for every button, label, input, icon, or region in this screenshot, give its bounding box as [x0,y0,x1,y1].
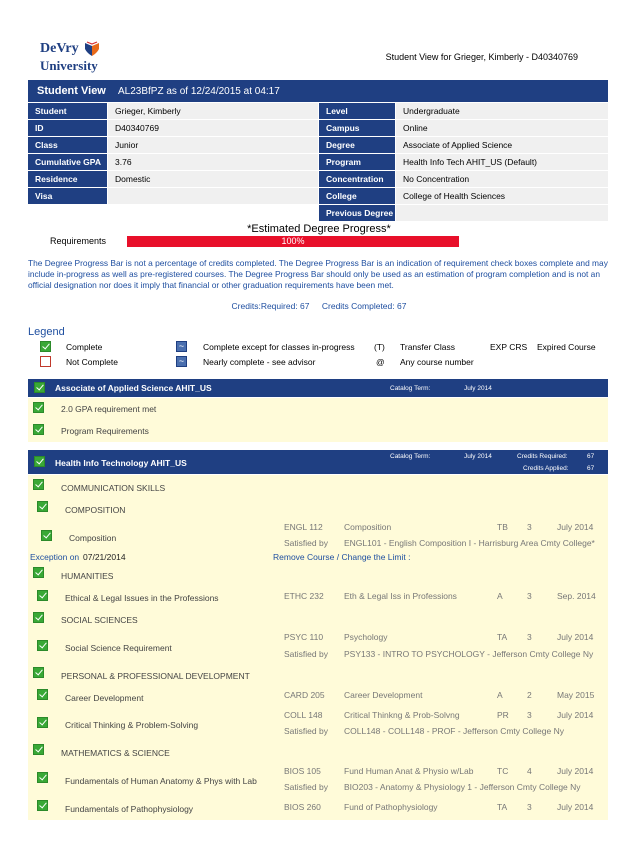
req-communication: COMMUNICATION SKILLS [61,483,166,493]
course-code: ENGL 112 [284,522,323,532]
info-label: Previous Degree [319,205,395,221]
satisfied-text: PSY133 - INTRO TO PSYCHOLOGY - Jefferson Cmty College Ny [344,649,594,659]
credits-required: Credits:Required: 67 [231,301,310,311]
info-row [28,103,608,119]
exception-label: Exception on [30,552,80,562]
legend-title: Legend [28,326,65,338]
course-term: July 2014 [557,766,594,776]
course-grade: TA [497,632,508,642]
credits-completed: Credits Completed: 67 [321,301,407,311]
info-label: Level [319,103,395,119]
course-grade: TA [497,802,508,812]
student-view-title: Student View for Grieger, Kimberly - D40340769 [385,52,578,62]
complete-check-icon [33,567,44,578]
progress-percent: 100% [281,236,305,246]
req-social: SOCIAL SCIENCES [61,615,138,625]
info-value [108,188,318,204]
catalog-term-value: July 2014 [464,385,492,392]
satisfied-label: Satisfied by [284,538,328,548]
exception-date: 07/21/2014 [83,552,126,562]
header-subtitle: AL23BfPZ as of 12/24/2015 at 04:17 [118,86,280,97]
complete-check-icon [33,612,44,623]
req-critical: Critical Thinking & Problem-Solving [65,720,199,730]
req-ethics: Ethical & Legal Issues in the Professions [65,593,219,603]
legend-expired-code: EXP CRS [490,342,528,352]
req-math: MATHEMATICS & SCIENCE [61,748,170,758]
course-code: COLL 148 [284,710,323,720]
nearly-complete-tilde-icon: ~ [176,356,187,367]
course-code: CARD 205 [284,690,325,700]
complete-check-icon [37,590,48,601]
course-code: ETHC 232 [284,591,324,601]
requirement-gpa: 2.0 GPA requirement met [61,404,157,414]
section-degree-header[interactable] [28,379,608,397]
legend-transfer-label: Transfer Class [400,342,455,352]
req-humanities: HUMANITIES [61,571,114,581]
legend-not-complete: Not Complete [66,357,118,367]
info-label: ID [28,120,107,136]
disclaimer-text: The Degree Progress Bar is not a percentage of credits completed. The Degree Progress Bar is an indication of requirement check boxes complete and may include in-progress as well as pre-registered courses. The Degree Progress Bar should only be used as an estimation of program completion and is not an official designation nor does it imply that financial or other graduation requirements have been met. [28,258,608,291]
legend-expired-label: Expired Course [537,342,596,352]
section-program-header[interactable] [28,450,608,474]
info-value: College of Health Sciences [396,188,608,204]
info-label: Residence [28,171,107,187]
course-grade: TC [497,766,509,776]
course-term: July 2014 [557,632,594,642]
req-social-science: Social Science Requirement [65,643,172,653]
course-grade: TB [497,522,508,532]
info-label: Class [28,137,107,153]
not-complete-box-icon [40,356,51,367]
complete-check-icon [33,667,44,678]
complete-check-icon [41,530,52,541]
requirement-program: Program Requirements [61,426,149,436]
info-value: No Concentration [396,171,608,187]
section-title: Health Info Technology AHIT_US [55,458,187,468]
credits-required-label: Credits Required: [517,453,568,460]
info-row [28,137,608,153]
course-credits: 3 [527,802,532,812]
course-term: July 2014 [557,802,594,812]
info-row [28,120,608,136]
info-row [28,188,608,204]
info-value: Associate of Applied Science [396,137,608,153]
course-name: Fund of Pathophysiology [344,802,438,812]
info-label: Degree [319,137,395,153]
exception-action-link[interactable]: Remove Course / Change the Limit : [273,552,411,562]
legend-complete: Complete [66,342,103,352]
header-bar [28,80,608,102]
catalog-term-label: Catalog Term: [390,453,431,460]
course-term: July 2014 [557,710,594,720]
satisfied-label: Satisfied by [284,649,328,659]
course-term: May 2015 [557,690,595,700]
info-row [28,205,608,221]
req-anatomy: Fundamentals of Human Anatomy & Phys with Lab [65,776,257,786]
complete-check-icon [37,717,48,728]
req-career: Career Development [65,693,144,703]
catalog-term-label: Catalog Term: [390,385,431,392]
legend-transfer-code: (T) [374,342,385,352]
course-name: Critical Thinkng & Prob-Solvng [344,710,460,720]
course-term: July 2014 [557,522,594,532]
devry-logo [40,41,110,75]
info-value: D40340769 [108,120,318,136]
course-credits: 3 [527,632,532,642]
course-credits: 3 [527,710,532,720]
logo-line2: University [40,58,98,73]
course-code: BIOS 105 [284,766,321,776]
complete-check-icon [37,501,48,512]
course-name: Eth & Legal Iss in Professions [344,591,457,601]
complete-check-icon [33,402,44,413]
in-progress-tilde-icon: ~ [176,341,187,352]
info-label: Student [28,103,107,119]
course-credits: 2 [527,690,532,700]
logo-shield-icon [84,41,100,57]
info-label: Campus [319,120,395,136]
req-composition: Composition [69,533,117,543]
req-personal: PERSONAL & PROFESSIONAL DEVELOPMENT [61,671,250,681]
info-label: Cumulative GPA [28,154,107,170]
req-patho: Fundamentals of Pathophysiology [65,804,194,814]
course-code: PSYC 110 [284,632,324,642]
course-name: Psychology [344,632,388,642]
course-term: Sep. 2014 [557,591,596,601]
info-value: 3.76 [108,154,318,170]
info-value: Junior [108,137,318,153]
header-title: Student View [37,85,106,97]
legend-nearly-complete: Nearly complete - see advisor [203,357,316,367]
info-value: Undergraduate [396,103,608,119]
course-name: Fund Human Anat & Physio w/Lab [344,766,474,776]
satisfied-label: Satisfied by [284,782,328,792]
info-row [28,171,608,187]
info-value: Online [396,120,608,136]
complete-check-icon [33,744,44,755]
course-credits: 3 [527,591,532,601]
credits-applied-label: Credits Applied: [523,465,569,472]
info-value: Health Info Tech AHIT_US (Default) [396,154,608,170]
info-label: College [319,188,395,204]
legend-any-code: @ [376,357,385,367]
complete-check-icon [33,424,44,435]
course-grade: PR [497,710,509,720]
req-composition-group: COMPOSITION [65,505,126,515]
complete-check-icon [37,800,48,811]
credits-applied-value: 67 [587,465,595,472]
logo-line1: DeVry [40,41,79,56]
progress-label: Requirements [50,236,107,246]
credits-required-value: 67 [587,453,595,460]
complete-check-icon [37,640,48,651]
info-value: Domestic [108,171,318,187]
course-code: BIOS 260 [284,802,321,812]
complete-check-icon [40,341,51,352]
info-label: Program [319,154,395,170]
credits-summary [0,301,638,311]
course-name: Career Development [344,690,423,700]
section-title: Associate of Applied Science AHIT_US [55,383,212,393]
complete-check-icon [33,479,44,490]
satisfied-text: BIO203 - Anatomy & Physiology 1 - Jefferson Cmty College Ny [344,782,581,792]
course-grade: A [497,690,503,700]
satisfied-text: COLL148 - COLL148 - PROF - Jefferson Cmty College Ny [344,726,564,736]
info-row [28,154,608,170]
info-label: Concentration [319,171,395,187]
legend-complete-except: Complete except for classes in-progress [203,342,355,352]
course-grade: A [497,591,503,601]
catalog-term-value: July 2014 [464,453,492,460]
course-name: Composition [344,522,392,532]
complete-check-icon [37,772,48,783]
info-value [396,205,608,221]
info-label: Visa [28,188,107,204]
complete-check-icon [37,689,48,700]
degree-progress-bar [127,236,459,247]
course-credits: 3 [527,522,532,532]
legend-any-label: Any course number [400,357,474,367]
complete-check-icon [34,382,45,393]
satisfied-label: Satisfied by [284,726,328,736]
complete-check-icon [34,456,45,467]
course-credits: 4 [527,766,532,776]
info-value: Grieger, Kimberly [108,103,318,119]
progress-title: *Estimated Degree Progress* [247,223,391,235]
satisfied-text: ENGL101 - English Composition I - Harrisburg Area Cmty College* [344,538,595,548]
